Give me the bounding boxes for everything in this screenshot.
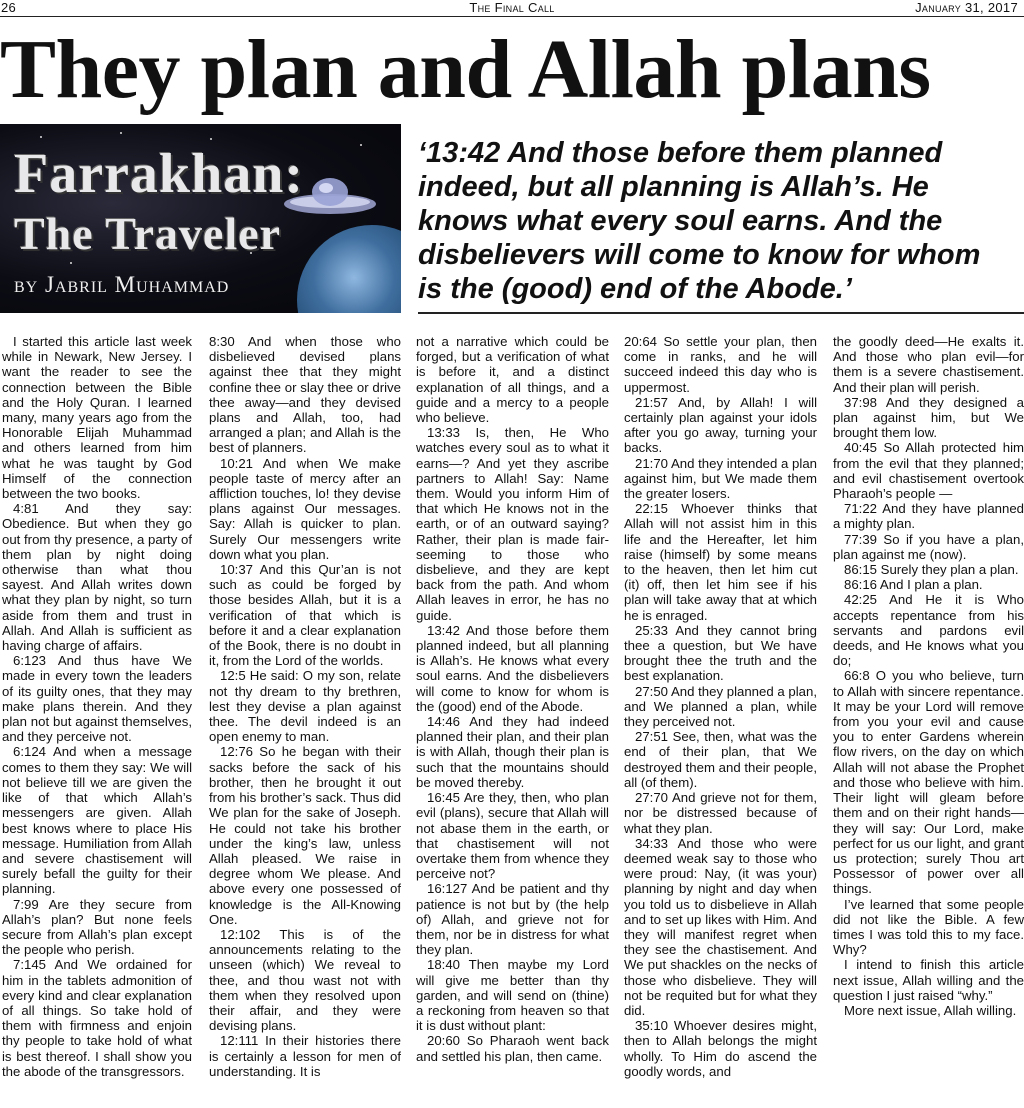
pull-quote bbox=[418, 136, 1024, 306]
article-column-1 bbox=[2, 334, 192, 1106]
article-paragraph: 6:124 And when a message comes to them they say: We will not believe till we are given the like of that which Allah’s messengers are given. Allah best knows where to place His message. Humiliation from Allah and severe chastisement will surely befall the guilty for their planning. bbox=[2, 744, 192, 897]
article-paragraph: 34:33 And those who were deemed weak say to those who were proud: Nay, (it was your) planning by night and day when you told us to disbelieve in Allah and to set up likes with Him. And they will manifest regret when they see the chastisement. And We put shackles on the necks of those who disbelieve. They will not be requited but for what they did. bbox=[624, 835, 817, 1018]
issue-date: January 31, 2017 bbox=[915, 0, 1018, 15]
article-paragraph: 12:102 This is of the announcements relating to the unseen (which) We reveal to thee, and thou wast not with them when they resolved upon their affair, and they were devising plans. bbox=[209, 926, 401, 1034]
article-paragraph: 40:45 So Allah protected him from the evil that they planned; and evil chastisement overtook Pharaoh’s people — bbox=[833, 440, 1024, 502]
article-paragraph: 66:8 O you who believe, turn to Allah with sincere repentance. It may be your Lord will remove from you your evil and cause you to enter Gardens wherein flow rivers, on the day on which Allah will not abase the Prophet and those who believe with him. Their light will gleam before them and on their right hands—they will say: Our Lord, make perfect for us our light, and grant us protection; surely Thou art Possessor of power over all things. bbox=[833, 668, 1024, 897]
banner-byline: by Jabril Muhammad bbox=[14, 272, 230, 297]
article-paragraph: 21:57 And, by Allah! I will certainly plan against your idols after you go away, turning your backs. bbox=[624, 394, 817, 456]
page-number: 26 bbox=[1, 0, 17, 15]
pull-quote-line: ‘13:42 And those before them planned bbox=[418, 137, 943, 169]
article-column-2 bbox=[209, 334, 401, 1106]
article-paragraph: 27:51 See, then, what was the end of their plan, that We destroyed them and their people, all (of them). bbox=[624, 729, 817, 790]
article-paragraph: 35:10 Whoever desires might, then to Allah belongs the might wholly. To Him do ascend the goodly words, and bbox=[624, 1018, 817, 1079]
article-paragraph: 27:50 And they planned a plan, and We planned a plan, while they perceived not. bbox=[624, 683, 817, 730]
article-paragraph: 14:46 And they had indeed planned their plan, and their plan is with Allah, though their plan is such that the mountains should be moved thereby. bbox=[416, 714, 609, 790]
article-column-5 bbox=[833, 334, 1024, 1106]
article-paragraph: 42:25 And He it is Who accepts repentance from his servants and pardons evil deeds, and He knows what you do; bbox=[833, 592, 1024, 669]
article-paragraph: 7:99 Are they secure from Allah’s plan? But none feels secure from Allah’s plan except the people who perish. bbox=[2, 896, 192, 958]
article-paragraph: 4:81 And they say: Obedience. But when they go out from thy presence, a party of them plan by night doing otherwise than what thou sayest. And Allah writes down what they plan by night, so turn aside from them and trust in Allah. And Allah is sufficient as having charge of affairs. bbox=[2, 501, 192, 654]
article-paragraph: 86:16 And I plan a plan. bbox=[844, 577, 983, 593]
article-paragraph: 8:30 And when those who disbelieved devised plans against thee that they might confine thee or slay thee or drive thee away—and they devised plans and Allah, too, had arranged a plan; and Allah is the best of planners. bbox=[209, 334, 401, 456]
article-paragraph: 22:15 Whoever thinks that Allah will not assist him in this life and the Hereafter, let him raise (himself) by some means to the heaven, then let him cut (it) off, then let him see if his plan will take away that at which he is enraged. bbox=[624, 501, 817, 623]
pull-quote-rule bbox=[418, 312, 1024, 314]
article-paragraph: I’ve learned that some people did not like the Bible. A few times I was told this to my face. Why? bbox=[833, 896, 1024, 958]
page-header bbox=[0, 0, 1024, 17]
pull-quote-line: disbelievers will come to know for whom bbox=[418, 239, 981, 271]
article-paragraph: 12:76 So he began with their sacks before the sack of his brother, then he brought it out from his brother’s sack. Thus did We plan for the sake of Joseph. He could not take his brother under the king’s law, unless Allah pleased. We raise in degree whom We please. And above every one possessed of knowledge is the All-Knowing One. bbox=[209, 744, 401, 927]
banner-title-line1: Farrakhan: bbox=[14, 143, 304, 205]
pull-quote-line: knows what every soul earns. And the bbox=[418, 205, 943, 237]
article-paragraph: 18:40 Then maybe my Lord will give me better than thy garden, and will send on (thine) a reckoning from heaven so that it is dust without plant: bbox=[416, 957, 609, 1034]
article-paragraph: 71:22 And they have planned a mighty plan. bbox=[833, 501, 1024, 532]
article-paragraph: 25:33 And they cannot bring thee a question, but We have brought thee the truth and the best explanation. bbox=[624, 622, 817, 684]
pull-quote-line: is the (good) end of the Abode.’ bbox=[418, 273, 852, 305]
article-paragraph: 20:64 So settle your plan, then come in ranks, and he will succeed indeed this day who is uppermost. bbox=[624, 334, 817, 395]
article-paragraph: More next issue, Allah willing. bbox=[844, 1002, 1017, 1018]
article-paragraph: 13:33 Is, then, He Who watches every soul as to what it earns—? And yet they ascribe partners to Allah! Say: Name them. Would you inform Him of that which He knows not in the earth, or of an outward saying? Rather, their plan is made fair-seeming to those who disbelieve, and they are kept back from the path. And whom Allah leaves in error, he has no guide. bbox=[416, 425, 609, 623]
pull-quote-line: indeed, but all planning is Allah’s. He bbox=[418, 171, 929, 203]
article-paragraph: 12:111 In their histories there is certainly a lesson for men of understanding. It is bbox=[209, 1033, 401, 1079]
publication-name: The Final Call bbox=[469, 0, 555, 15]
article-paragraph: 77:39 So if you have a plan, plan against me (now). bbox=[833, 531, 1024, 562]
article-paragraph: I started this article last week while in Newark, New Jersey. I want the reader to see the connection between the Bible and the Holy Quran. I learned many, many years ago from the Honorable Elijah Muhammad and others learned from him what he was taught by God Himself of the connection between the two books. bbox=[2, 334, 192, 502]
article-paragraph: 21:70 And they intended a plan against him, but We made them the greater losers. bbox=[624, 455, 817, 502]
article-paragraph: 86:15 Surely they plan a plan. bbox=[844, 562, 1019, 578]
article-column-3 bbox=[416, 334, 609, 1106]
article-paragraph: 10:37 And this Qur’an is not such as could be forged by those besides Allah, but it is a verification of that which is before it and a clear explanation of the Book, there is no doubt in it, from the Lord of the worlds. bbox=[209, 562, 401, 669]
article-paragraph: 6:123 And thus have We made in every town the leaders of its guilty ones, that they may make plans therein. And they plan not but against themselves, and they perceive not. bbox=[2, 653, 192, 745]
earth-icon bbox=[297, 225, 401, 313]
article-paragraph: not a narrative which could be forged, but a verification of what is before it, and a distinct explanation of all things, and a guide and a mercy to a people who believe. bbox=[416, 334, 609, 426]
headline: They plan and Allah plans bbox=[0, 23, 931, 116]
article-paragraph: 16:45 Are they, then, who plan evil (plans), secure that Allah will not abase them in the earth, or that chastisement will not overtake them from whence they perceive not? bbox=[416, 790, 609, 882]
article-paragraph: 37:98 And they designed a plan against him, but We brought them low. bbox=[833, 394, 1024, 441]
article-paragraph: 13:42 And those before them planned indeed, but all planning is Allah’s. He knows what every soul earns. And the disbelievers will come to know for whom is the (good) end of the Abode. bbox=[416, 622, 609, 714]
article-paragraph: 10:21 And when We make people taste of mercy after an affliction touches, lo! they devise plans against Our messages. Say: Allah is quicker to plan. Surely Our messengers write down what you plan. bbox=[209, 455, 401, 562]
article-paragraph: 7:145 And We ordained for him in the tablets admonition of every kind and clear explanation of all things. So take hold of them with firmness and enjoin thy people to take hold of what is best thereof. I shall show you the abode of the transgressors. bbox=[2, 957, 192, 1079]
article-paragraph: 20:60 So Pharaoh went back and settled his plan, then came. bbox=[416, 1033, 609, 1064]
article-paragraph: the goodly deed—He exalts it. And those who plan evil—for them is a severe chastisement. And their plan will perish. bbox=[833, 334, 1024, 395]
article-paragraph: 27:70 And grieve not for them, nor be distressed because of what they plan. bbox=[624, 790, 817, 836]
article-paragraph: I intend to finish this article next issue, Allah willing and the question I just raised “why.” bbox=[833, 957, 1024, 1003]
article-column-4 bbox=[624, 334, 817, 1106]
article-paragraph: 16:127 And be patient and thy patience is not but by (the help of) Allah, and grieve not for them, nor be in distress for what they plan. bbox=[416, 881, 609, 958]
article-paragraph: 12:5 He said: O my son, relate not thy dream to thy brethren, lest they devise a plan against thee. The devil indeed is an open enemy to man. bbox=[209, 668, 401, 745]
banner-title-line2: The Traveler bbox=[14, 208, 282, 259]
column-banner-image bbox=[0, 124, 401, 313]
